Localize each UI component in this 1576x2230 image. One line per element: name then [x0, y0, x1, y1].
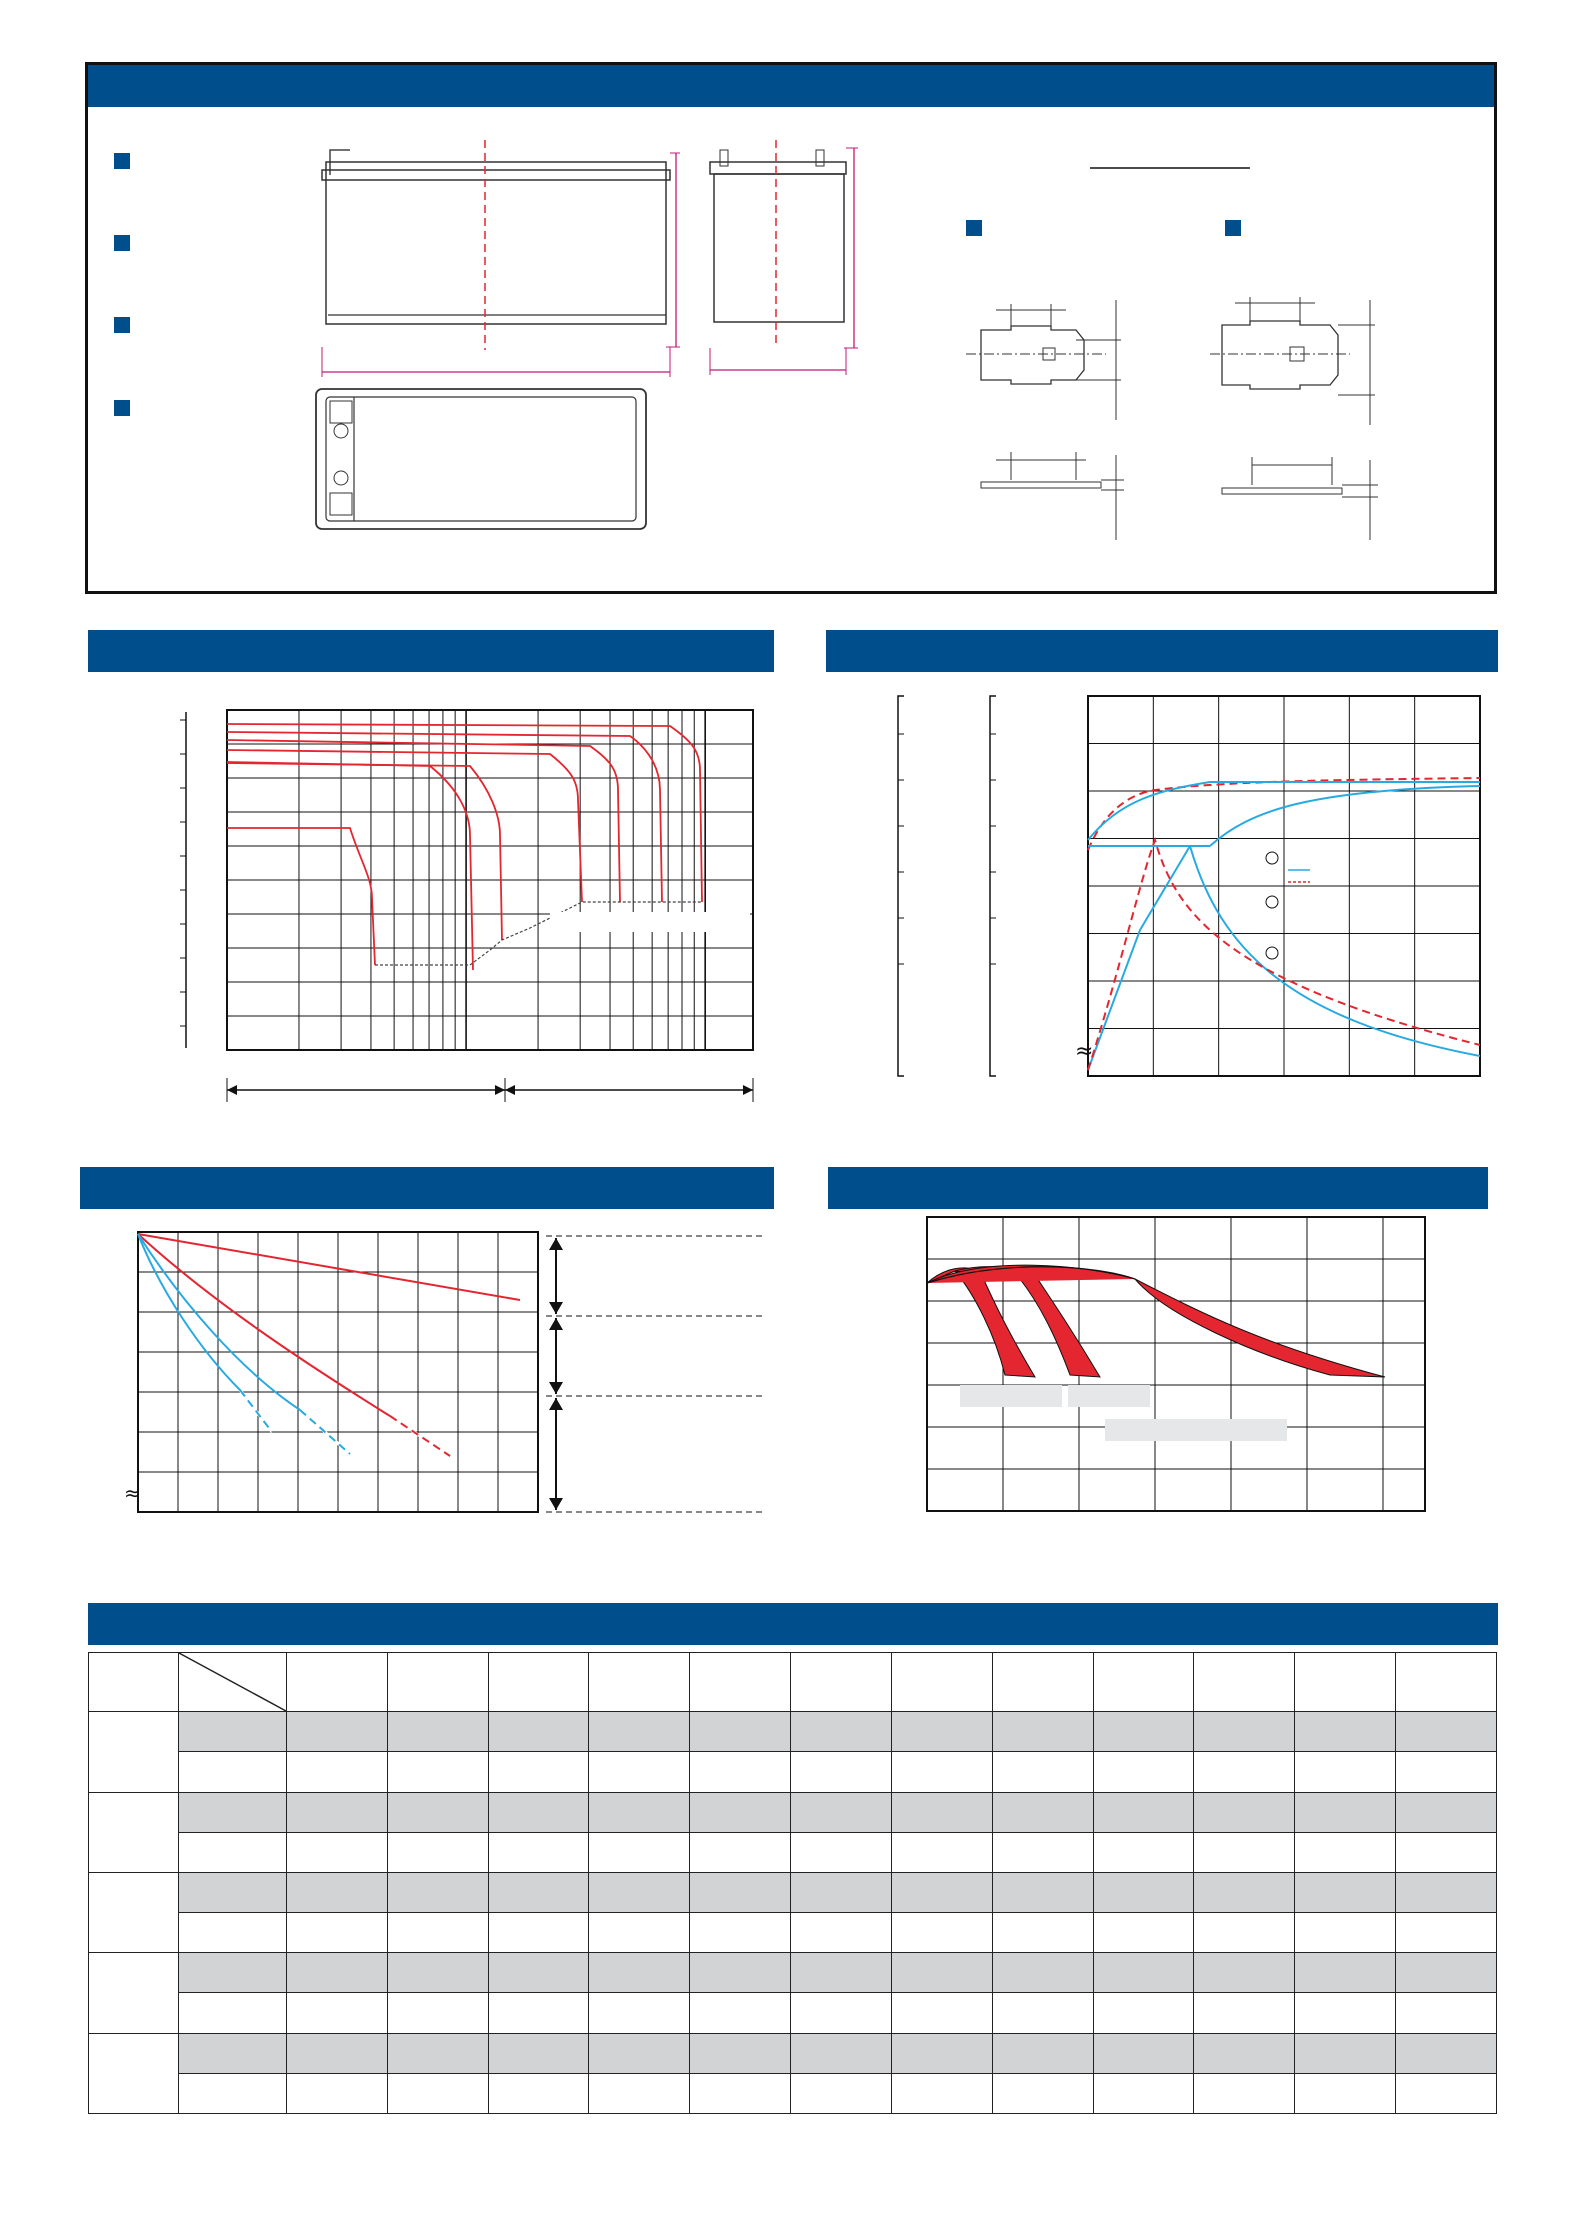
table-cell [589, 1792, 690, 1832]
cycle-life-chart-header [828, 1167, 1488, 1209]
table-cell [287, 1832, 388, 1872]
self-discharge-chart-header [80, 1167, 774, 1209]
table-cell [1093, 1993, 1194, 2033]
table-row [89, 2033, 1497, 2073]
table-cell [791, 1832, 892, 1872]
table-column-header [488, 1653, 589, 1712]
row-group-label [89, 2033, 179, 2113]
table-cell [690, 1993, 791, 2033]
table-cell [1093, 1832, 1194, 1872]
table-cell [1194, 1712, 1295, 1752]
table-cell [992, 1792, 1093, 1832]
table-cell [1194, 2073, 1295, 2113]
terminal-option-2-bullet [1225, 220, 1241, 236]
row-label-cell [179, 1913, 287, 1953]
table-cell [1093, 2073, 1194, 2113]
table-cell [1295, 1993, 1396, 2033]
row-label-cell [179, 2033, 287, 2073]
table-column-header [1396, 1653, 1497, 1712]
terminal-type-divider [1090, 166, 1250, 170]
table-cell [287, 1953, 388, 1993]
table-cell [387, 1953, 488, 1993]
row-label-cell [179, 1953, 287, 1993]
table-cell [488, 2073, 589, 2113]
table-row [89, 1792, 1497, 1832]
table-cell [791, 1872, 892, 1912]
table-cell [1396, 1953, 1497, 1993]
table-cell [589, 1872, 690, 1912]
table-row [89, 1832, 1497, 1872]
spec-bullet-2 [114, 235, 130, 251]
row-label-cell [179, 1872, 287, 1912]
table-cell [1396, 2073, 1497, 2113]
table-cell [690, 2033, 791, 2073]
row-label-cell [179, 1792, 287, 1832]
table-cell [387, 2073, 488, 2113]
table-cell [1396, 1712, 1497, 1752]
table-cell [589, 1993, 690, 2033]
table-cell [488, 2033, 589, 2073]
table-column-header [287, 1653, 388, 1712]
spec-bullet-3 [114, 317, 130, 333]
curve-label-box [550, 912, 750, 932]
table-cell [891, 1712, 992, 1752]
discharge-curve [227, 750, 582, 902]
discharge-curve [227, 828, 375, 965]
battery-top-view-icon [314, 385, 654, 535]
table-cell [488, 1993, 589, 2033]
table-cell [1194, 2033, 1295, 2073]
discharge-curve [227, 763, 502, 940]
table-cell [1396, 1752, 1497, 1792]
dimensions-header-bar [88, 65, 1494, 107]
row-label-cell [179, 1712, 287, 1752]
table-cell [1194, 1832, 1295, 1872]
table-cell [1194, 1913, 1295, 1953]
table-cell [791, 2073, 892, 2113]
table-cell [287, 2033, 388, 2073]
table-cell [1295, 1832, 1396, 1872]
table-cell [1396, 1993, 1497, 2033]
table-cell [488, 1953, 589, 1993]
table-cell [589, 2073, 690, 2113]
table-cell [1194, 1752, 1295, 1792]
table-cell [1093, 1872, 1194, 1912]
table-cell [791, 1712, 892, 1752]
table-cell [387, 1752, 488, 1792]
performance-table-header [88, 1603, 1498, 1645]
table-cell [589, 1913, 690, 1953]
spec-bullet-4 [114, 400, 130, 416]
table-cell [589, 1832, 690, 1872]
table-cell [287, 1993, 388, 2033]
table-cell [791, 1993, 892, 2033]
table-cell [891, 1993, 992, 2033]
table-cell [387, 2033, 488, 2073]
table-cell [992, 1953, 1093, 1993]
table-cell [488, 1792, 589, 1832]
table-cell [791, 1752, 892, 1792]
table-cell [891, 2033, 992, 2073]
table-column-header [1093, 1653, 1194, 1712]
table-cell [387, 1792, 488, 1832]
table-cell [387, 1832, 488, 1872]
table-cell [1093, 1712, 1194, 1752]
table-column-header [1194, 1653, 1295, 1712]
table-column-header [690, 1653, 791, 1712]
table-cell [488, 1712, 589, 1752]
table-column-header [1295, 1653, 1396, 1712]
table-cell [690, 1913, 791, 1953]
table-column-header [791, 1653, 892, 1712]
table-column-header [992, 1653, 1093, 1712]
table-cell [1194, 1872, 1295, 1912]
table-diagonal-header [179, 1653, 287, 1712]
table-cell [488, 1872, 589, 1912]
table-cell [589, 1752, 690, 1792]
table-cell [992, 1752, 1093, 1792]
table-cell [589, 1712, 690, 1752]
table-cell [1295, 2033, 1396, 2073]
table-cell [690, 1953, 791, 1993]
table-row [89, 1712, 1497, 1752]
table-cell [891, 1752, 992, 1792]
table-row [89, 1993, 1497, 2033]
table-cell [1396, 1913, 1497, 1953]
battery-front-view [310, 140, 690, 390]
terminal-diagram-icon [966, 290, 1146, 540]
table-row [89, 1872, 1497, 1912]
table-cell [1093, 1792, 1194, 1832]
terminal-diagram-icon [1210, 285, 1390, 540]
cycle-life-chart [925, 1215, 1445, 1525]
row-label-cell [179, 1752, 287, 1792]
row-group-label [89, 1953, 179, 2033]
discharge-performance-table [88, 1652, 1497, 2114]
table-cell [791, 1792, 892, 1832]
table-column-header [387, 1653, 488, 1712]
table-cell [791, 1913, 892, 1953]
table-cell [287, 2073, 388, 2113]
table-cell [690, 1712, 791, 1752]
battery-side-view [706, 130, 876, 390]
row-group-label [89, 1792, 179, 1872]
table-cell [791, 1953, 892, 1993]
table-cell [589, 2033, 690, 2073]
table-column-header [589, 1653, 690, 1712]
table-cell [1295, 1792, 1396, 1832]
table-cell [992, 1993, 1093, 2033]
table-cell [287, 1752, 388, 1792]
table-cell [1396, 1792, 1497, 1832]
table-cell [287, 1872, 388, 1912]
table-cell [387, 1872, 488, 1912]
table-row [89, 1953, 1497, 1993]
charge-characteristics-chart [890, 690, 1490, 1090]
terminal-option-1-bullet [966, 220, 982, 236]
table-cell [1093, 2033, 1194, 2073]
table-cell [690, 2073, 791, 2113]
table-cell [1295, 1953, 1396, 1993]
table-cell [1093, 1913, 1194, 1953]
table-cell [1295, 2073, 1396, 2113]
table-cell [992, 1872, 1093, 1912]
table-cell [287, 1913, 388, 1953]
table-cell [891, 1913, 992, 1953]
table-row [89, 1913, 1497, 1953]
table-cell [1396, 1872, 1497, 1912]
table-column-header [891, 1653, 992, 1712]
table-cell [1396, 1832, 1497, 1872]
table-cell [992, 2073, 1093, 2113]
table-corner-cell [89, 1653, 179, 1712]
table-cell [488, 1752, 589, 1792]
table-cell [287, 1792, 388, 1832]
table-cell [1093, 1752, 1194, 1792]
table-cell [891, 1792, 992, 1832]
table-cell [992, 1913, 1093, 1953]
self-discharge-chart [120, 1220, 780, 1520]
table-cell [1194, 1953, 1295, 1993]
table-cell [791, 2033, 892, 2073]
row-label-cell [179, 2073, 287, 2113]
table-cell [891, 1832, 992, 1872]
charge-chart-header [826, 630, 1498, 672]
table-cell [387, 1712, 488, 1752]
row-group-label [89, 1872, 179, 1952]
discharge-curve [227, 732, 662, 902]
row-label-cell [179, 1832, 287, 1872]
table-cell [387, 1913, 488, 1953]
spec-bullet-1 [114, 153, 130, 169]
discharge-curve [227, 762, 473, 970]
table-cell [891, 1872, 992, 1912]
table-cell [1194, 1993, 1295, 2033]
table-cell [387, 1993, 488, 2033]
axis-break-icon: ≈ [124, 1481, 141, 1505]
table-cell [891, 1953, 992, 1993]
row-group-label [89, 1712, 179, 1792]
table-cell [891, 2073, 992, 2113]
table-cell [488, 1832, 589, 1872]
table-cell [1396, 2033, 1497, 2073]
axis-break-icon: ≈ [1075, 1039, 1094, 1064]
table-cell [690, 1872, 791, 1912]
table-cell [992, 1832, 1093, 1872]
table-cell [1093, 1953, 1194, 1993]
discharge-chart-header [88, 630, 774, 672]
table-row [89, 1752, 1497, 1792]
table-cell [589, 1953, 690, 1993]
table-cell [1194, 1792, 1295, 1832]
table-cell [1295, 1712, 1396, 1752]
table-cell [992, 1712, 1093, 1752]
table-cell [1295, 1752, 1396, 1792]
table-cell [690, 1792, 791, 1832]
row-label-cell [179, 1993, 287, 2033]
table-cell [690, 1832, 791, 1872]
table-cell [287, 1712, 388, 1752]
table-cell [690, 1752, 791, 1792]
table-row [89, 2073, 1497, 2113]
table-cell [1295, 1872, 1396, 1912]
discharge-characteristics-chart [170, 700, 770, 1130]
table-cell [488, 1913, 589, 1953]
table-cell [1295, 1913, 1396, 1953]
table-cell [992, 2033, 1093, 2073]
